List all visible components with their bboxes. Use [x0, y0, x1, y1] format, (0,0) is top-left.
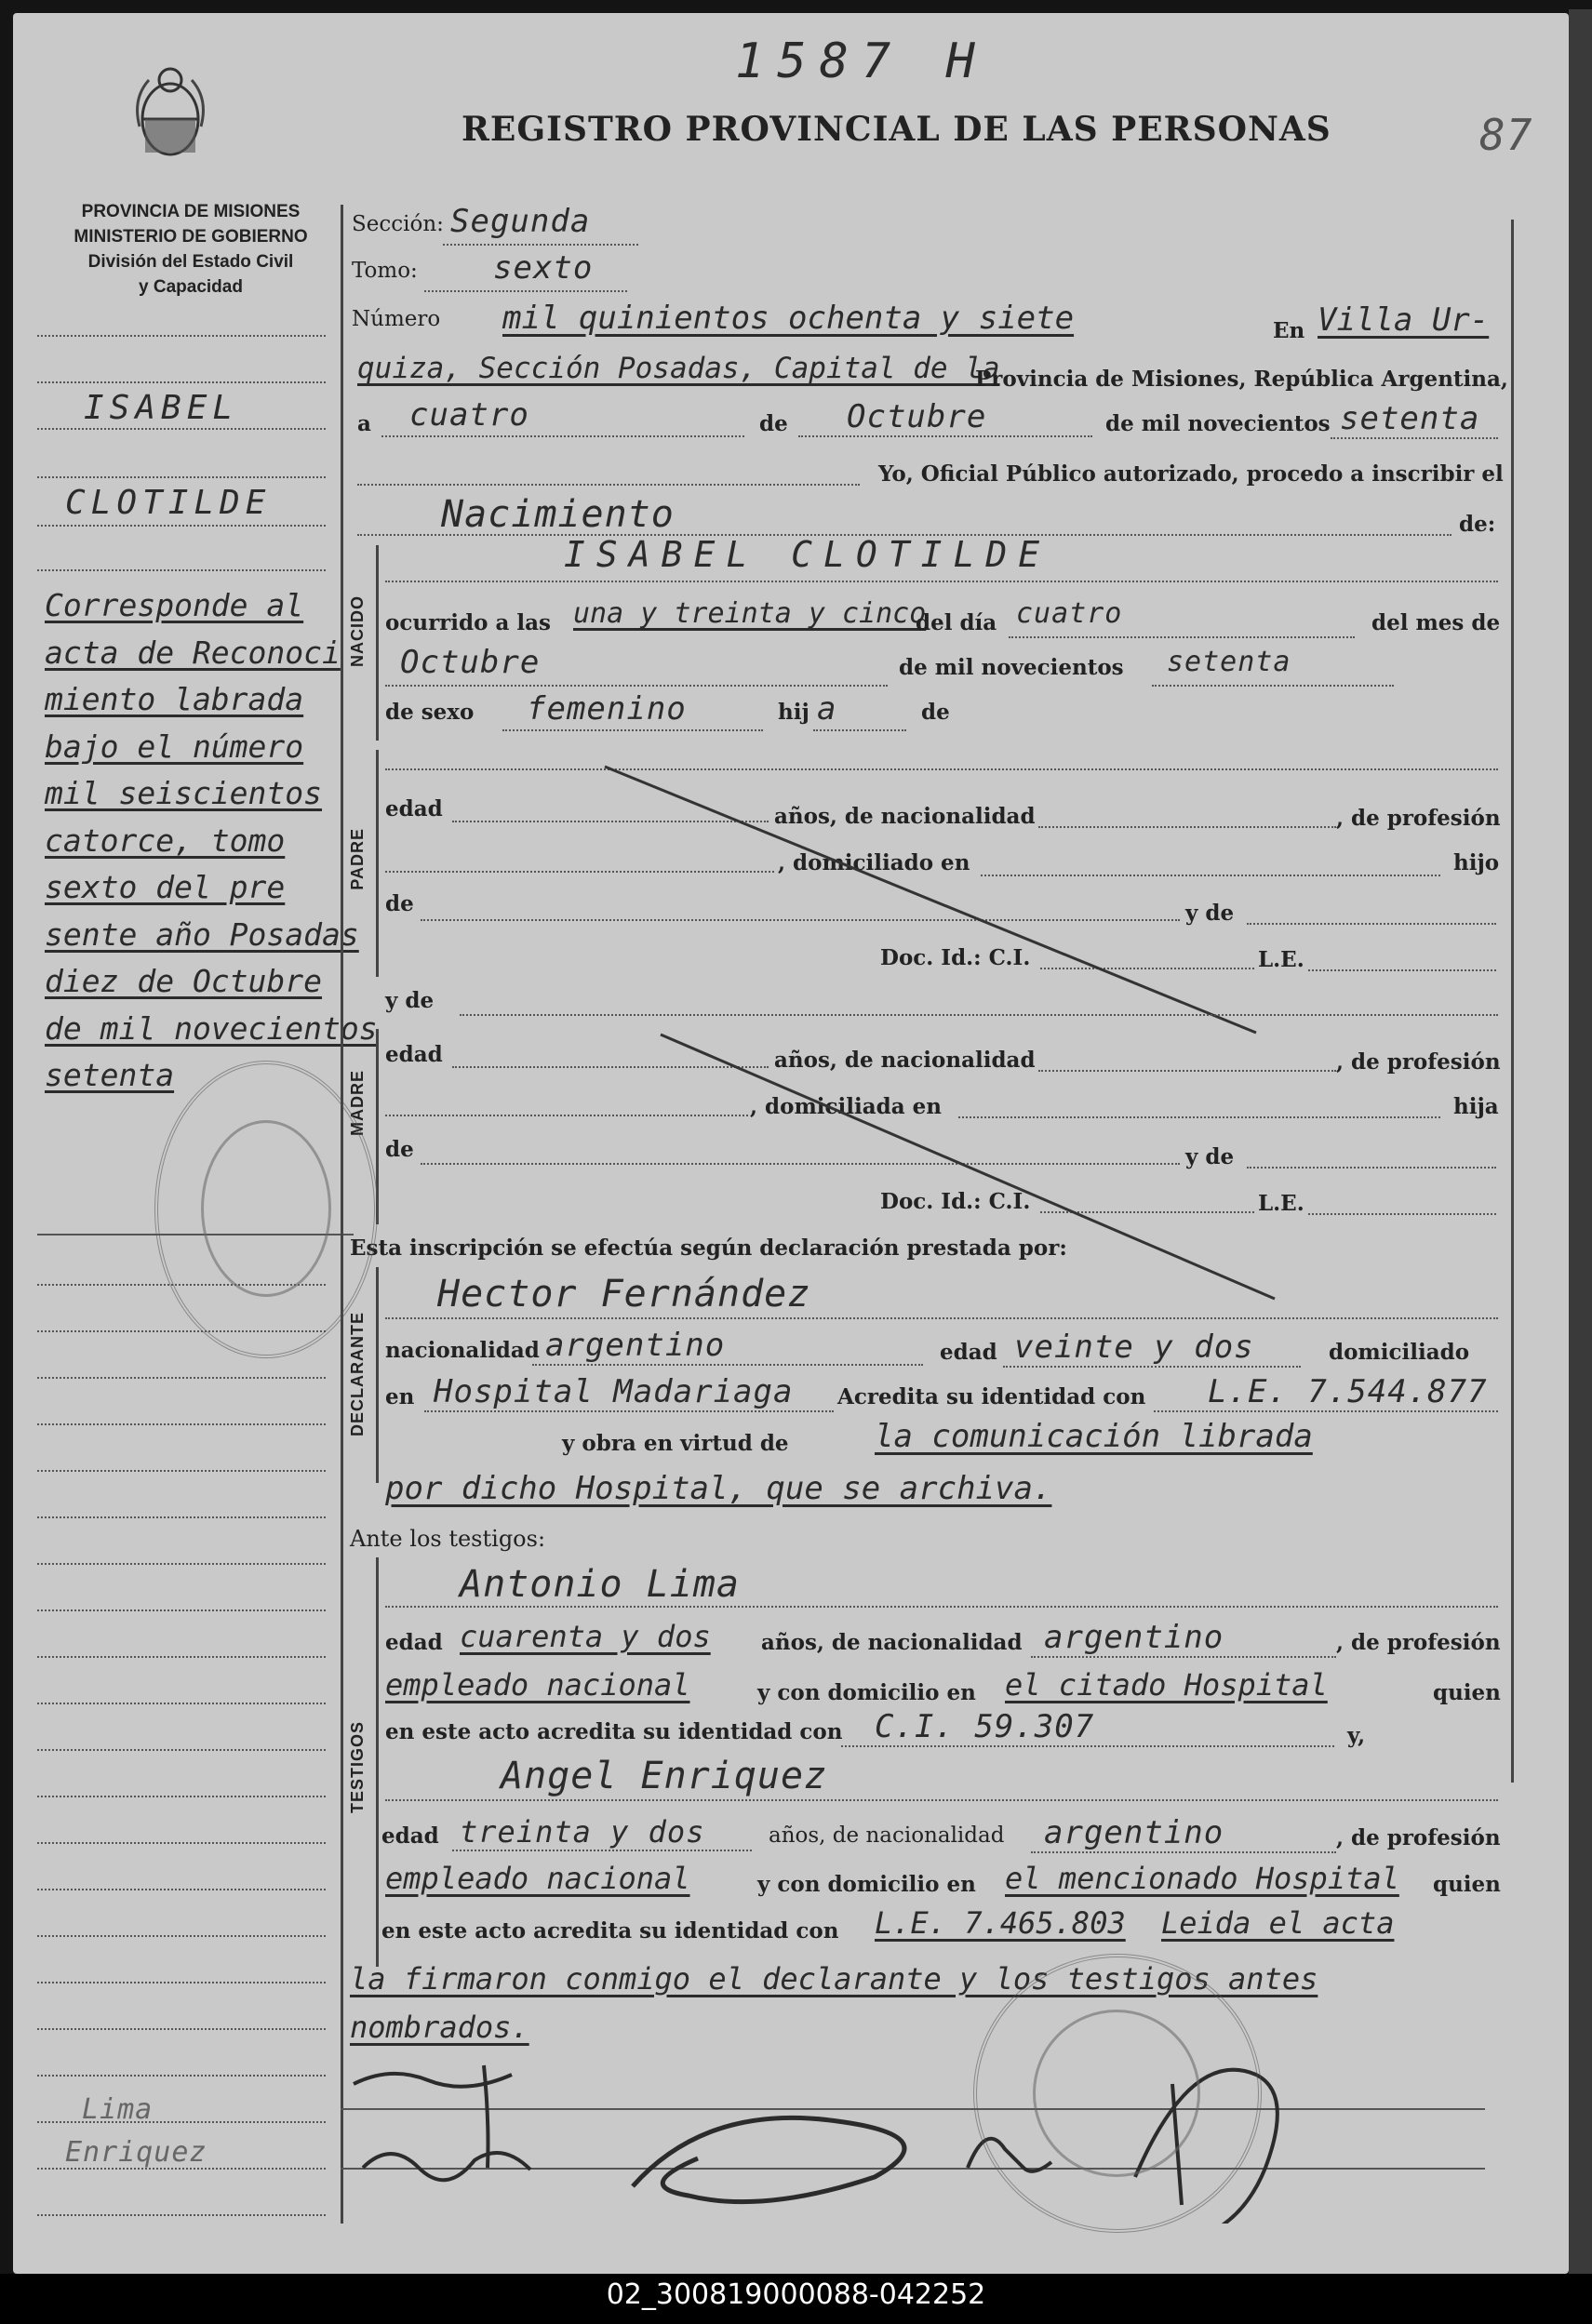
page-edge [1569, 9, 1592, 2279]
witness1-profesion-value: empleado nacional [385, 1667, 690, 1703]
declarante-domicilio-line [424, 1410, 834, 1412]
madre-doc-label: Doc. Id.: C.I. [880, 1189, 1031, 1214]
witness1-documento: C.I. 59.307 [875, 1708, 1095, 1745]
oficial-line [357, 484, 860, 486]
declarante-edad-value: veinte y dos [1014, 1329, 1254, 1366]
issuer-division-2: y Capacidad [139, 277, 243, 297]
nacido-anio-value: setenta [1167, 646, 1291, 678]
witness1-nacionalidad-value: argentino [1044, 1619, 1224, 1656]
lugar-value-a: Villa Ur- [1318, 301, 1490, 339]
witness1-name-line [385, 1606, 1498, 1608]
numero-label: Número [352, 307, 441, 331]
main-right-border [1511, 220, 1514, 1783]
padre-border [376, 750, 379, 977]
issuer-block [37, 199, 344, 300]
padre-hijo-label: hijo [1453, 850, 1500, 875]
anio-label: de mil novecientos [1105, 411, 1331, 436]
witness2-edad-label: edad [381, 1823, 439, 1849]
witness2-domicilio-value: el mencionado Hospital [1005, 1861, 1399, 1896]
declarante-intro: Esta inscripción se efectúa según declaración prestada por: [350, 1235, 1067, 1261]
issuer-division: División del Estado Civil [87, 252, 294, 272]
witness2-acredita-label: en este acto acredita su identidad con [381, 1918, 839, 1943]
witness2-quien-label: quien [1433, 1872, 1501, 1897]
witness1-acredita-label: en este acto acredita su identidad con [385, 1719, 843, 1744]
witness2-profesion-label: , de profesión [1336, 1825, 1501, 1850]
nacido-dia-value: cuatro [1016, 597, 1123, 630]
official-stamp-bottom [973, 1954, 1262, 2233]
madre-cancel-stroke [651, 1027, 1284, 1306]
issuer-ministry: MINISTERIO DE GOBIERNO [74, 227, 308, 247]
witness2-nacionalidad-value: argentino [1044, 1814, 1224, 1851]
declarante-name-line [385, 1317, 1498, 1319]
anio-value: setenta [1340, 400, 1480, 437]
tomo-label: Tomo: [352, 259, 418, 283]
madre-y-de-label: y de [1185, 1144, 1235, 1169]
declarante-label: DECLARANTE [348, 1312, 367, 1436]
handwritten-record-number: 1587 H [735, 33, 988, 89]
margin-note-line: mil seiscientos [45, 775, 323, 811]
padre-y-de-label: y de [1185, 901, 1235, 926]
de-colon: de: [1459, 512, 1496, 537]
margin-note-line: setenta [45, 1057, 175, 1093]
padre-doc-label: Doc. Id.: C.I. [880, 945, 1031, 970]
dia-line [381, 435, 744, 437]
nacido-de-label: de [921, 700, 950, 725]
del-mes-label: del mes de [1371, 610, 1501, 635]
madre-de-label: de [385, 1137, 414, 1162]
ante-testigos-label: Ante los testigos: [350, 1526, 546, 1552]
margin-first-name: ISABEL [84, 389, 239, 427]
declarante-acredita-label: Acredita su identidad con [837, 1384, 1146, 1409]
nacido-label: NACIDO [348, 595, 367, 667]
margin-note-line: Corresponde al [45, 587, 304, 623]
witness1-domicilio-value: el citado Hospital [1005, 1667, 1328, 1703]
a-label: a [357, 411, 371, 436]
witness1-edad-label: edad [385, 1630, 443, 1655]
witness1-nacionalidad-line [1031, 1656, 1336, 1658]
margin-note-line: de mil novecientos [45, 1009, 378, 1047]
hij-label: hij [778, 700, 809, 725]
declarante-edad-line [1003, 1366, 1301, 1368]
witness2-domicilio-label: y con domicilio en [757, 1872, 976, 1897]
declarante-en-label: en [385, 1384, 415, 1409]
numero-value: mil quinientos ochenta y siete [502, 300, 1075, 337]
padre-y-de-line [1247, 923, 1496, 925]
witness2-nacionalidad-line [1031, 1851, 1336, 1853]
padre-label: PADRE [348, 828, 367, 890]
witness2-edad-line [452, 1850, 752, 1851]
closing-text-a: Leida el acta [1161, 1905, 1395, 1941]
madre-y-de-top: y de [385, 988, 435, 1013]
nacido-anio-label: de mil novecientos [899, 655, 1124, 680]
nacido-mes-value: Octubre [400, 644, 541, 681]
margin-note-line: acta de Reconoci [45, 634, 341, 671]
coat-of-arms-icon [132, 61, 208, 164]
witness1-profesion-label: , de profesión [1336, 1630, 1501, 1655]
margin-note-line: miento labrada [45, 681, 304, 717]
en-label: En [1273, 318, 1305, 343]
witness2-name: Angel Enriquez [501, 1755, 828, 1797]
margin-note-line: bajo el número [45, 728, 304, 765]
anio-line [1331, 437, 1498, 439]
declarante-name: Hector Fernández [437, 1273, 811, 1316]
page-title: REGISTRO PROVINCIAL DE LAS PERSONAS [462, 110, 1331, 149]
de-label: de [759, 411, 788, 436]
acto-value: Nacimiento [441, 493, 675, 536]
padre-le-label: L.E. [1258, 947, 1304, 972]
witness1-nacionalidad-label: años, de nacionalidad [761, 1630, 1023, 1655]
padre-edad-label: edad [385, 796, 443, 821]
seccion-label: Sección: [352, 212, 444, 236]
margin-note-line: sexto del pre [45, 869, 286, 905]
padre-cancel-stroke [595, 761, 1265, 1040]
hora-value: una y treinta y cinco [573, 597, 927, 630]
padre-domicilio-label: , domiciliado en [778, 850, 970, 875]
closing-text-b: la firmaron conmigo el declarante y los testigos antes [350, 1961, 1318, 1997]
witness1-y-label: y, [1347, 1723, 1366, 1748]
madre-label: MADRE [348, 1070, 367, 1136]
madre-edad-label: edad [385, 1042, 443, 1067]
del-dia-label: del día [916, 610, 997, 635]
padre-nacionalidad-label: años, de nacionalidad [774, 804, 1036, 829]
margin-signature-lima: Lima [82, 2093, 154, 2126]
declarante-nacionalidad-label: nacionalidad [385, 1338, 540, 1363]
declarante-domicilio-label: domiciliado [1329, 1340, 1470, 1365]
nacido-mes-line [385, 685, 888, 687]
madre-profesion-label: , de profesión [1336, 1049, 1501, 1075]
image-id-caption: 02_300819000088-042252 [606, 2278, 986, 2311]
hij-value: a [817, 690, 837, 728]
nacido-name-line [385, 581, 1498, 582]
mes-value: Octubre [847, 398, 987, 435]
witness1-domicilio-label: y con domicilio en [757, 1680, 976, 1705]
madre-le-line [1308, 1213, 1496, 1215]
madre-name-line [460, 1014, 1498, 1016]
declarante-obra-value-b: por dicho Hospital, que se archiva. [385, 1470, 1052, 1507]
sexo-label: de sexo [385, 700, 475, 725]
madre-nacionalidad-label: años, de nacionalidad [774, 1048, 1036, 1073]
declarante-nacionalidad-value: argentino [545, 1327, 726, 1364]
official-stamp-left [154, 1061, 378, 1358]
margin-note-line: sente año Posadas [45, 915, 359, 953]
nacido-dia-line [1009, 636, 1355, 638]
witness2-profesion-value: empleado nacional [385, 1861, 690, 1896]
witness2-name-line [385, 1799, 1498, 1801]
witness1-quien-label: quien [1433, 1680, 1501, 1705]
ocurrido-label: ocurrido a las [385, 610, 551, 635]
declarante-doc-line [1154, 1410, 1498, 1412]
oficial-text: Yo, Oficial Público autorizado, procedo a inscribir el [878, 461, 1504, 487]
witness1-edad-value: cuarenta y dos [460, 1619, 711, 1654]
testigos-border [376, 1557, 379, 1967]
seccion-value: Segunda [450, 203, 591, 240]
page-number: 87 [1479, 110, 1533, 160]
margin-note-line: diez de Octubre [45, 963, 323, 999]
madre-y-de-line [1247, 1167, 1496, 1169]
tomo-line [424, 290, 627, 292]
margin-note [45, 582, 378, 1100]
madre-domicilio-label: , domiciliada en [750, 1094, 942, 1119]
madre-le-label: L.E. [1258, 1191, 1304, 1216]
testigos-label: TESTIGOS [348, 1721, 367, 1814]
padre-profesion-label: , de profesión [1336, 806, 1501, 831]
provincia-text: Provincia de Misiones, República Argentina, [975, 367, 1508, 392]
witness1-documento-line [841, 1745, 1334, 1747]
issuer-province: PROVINCIA DE MISIONES [81, 202, 301, 221]
declarante-edad-label: edad [940, 1340, 997, 1365]
declarante-obra-value-a: la comunicación librada [875, 1418, 1313, 1455]
padre-de-label: de [385, 891, 414, 916]
declarante-nacionalidad-line [532, 1364, 923, 1366]
sexo-line [502, 729, 763, 731]
margin-signature-enriquez: Enriquez [65, 2136, 207, 2169]
margin-note-line: catorce, tomo [45, 821, 286, 859]
lugar-value-b: quiza, Sección Posadas, Capital de la [357, 352, 1000, 385]
nacido-name: ISABEL CLOTILDE [564, 534, 1051, 575]
declarante-border [376, 1267, 379, 1483]
declarante-doc-value: L.E. 7.544.877 [1208, 1373, 1488, 1410]
mes-line [798, 435, 1092, 437]
witness2-nacionalidad-label: años, de nacionalidad [769, 1823, 1005, 1848]
madre-hija-label: hija [1453, 1094, 1499, 1119]
witness1-name: Antonio Lima [460, 1563, 740, 1606]
declarante-domicilio-value: Hospital Madariaga [434, 1373, 794, 1410]
witness2-edad-value: treinta y dos [460, 1814, 705, 1850]
padre-le-line [1308, 969, 1496, 971]
declarante-obra-label: y obra en virtud de [562, 1431, 789, 1456]
hij-line [813, 729, 906, 731]
margin-second-name: CLOTILDE [65, 484, 272, 522]
closing-text-c: nombrados. [350, 2010, 529, 2045]
nacido-border [376, 545, 379, 741]
dia-value: cuatro [409, 396, 529, 434]
witness2-documento: L.E. 7.465.803 [875, 1905, 1126, 1941]
tomo-value: sexto [493, 249, 594, 287]
nacido-anio-line [1152, 685, 1394, 687]
sexo-value: femenino [527, 690, 687, 728]
seccion-line [443, 244, 638, 246]
